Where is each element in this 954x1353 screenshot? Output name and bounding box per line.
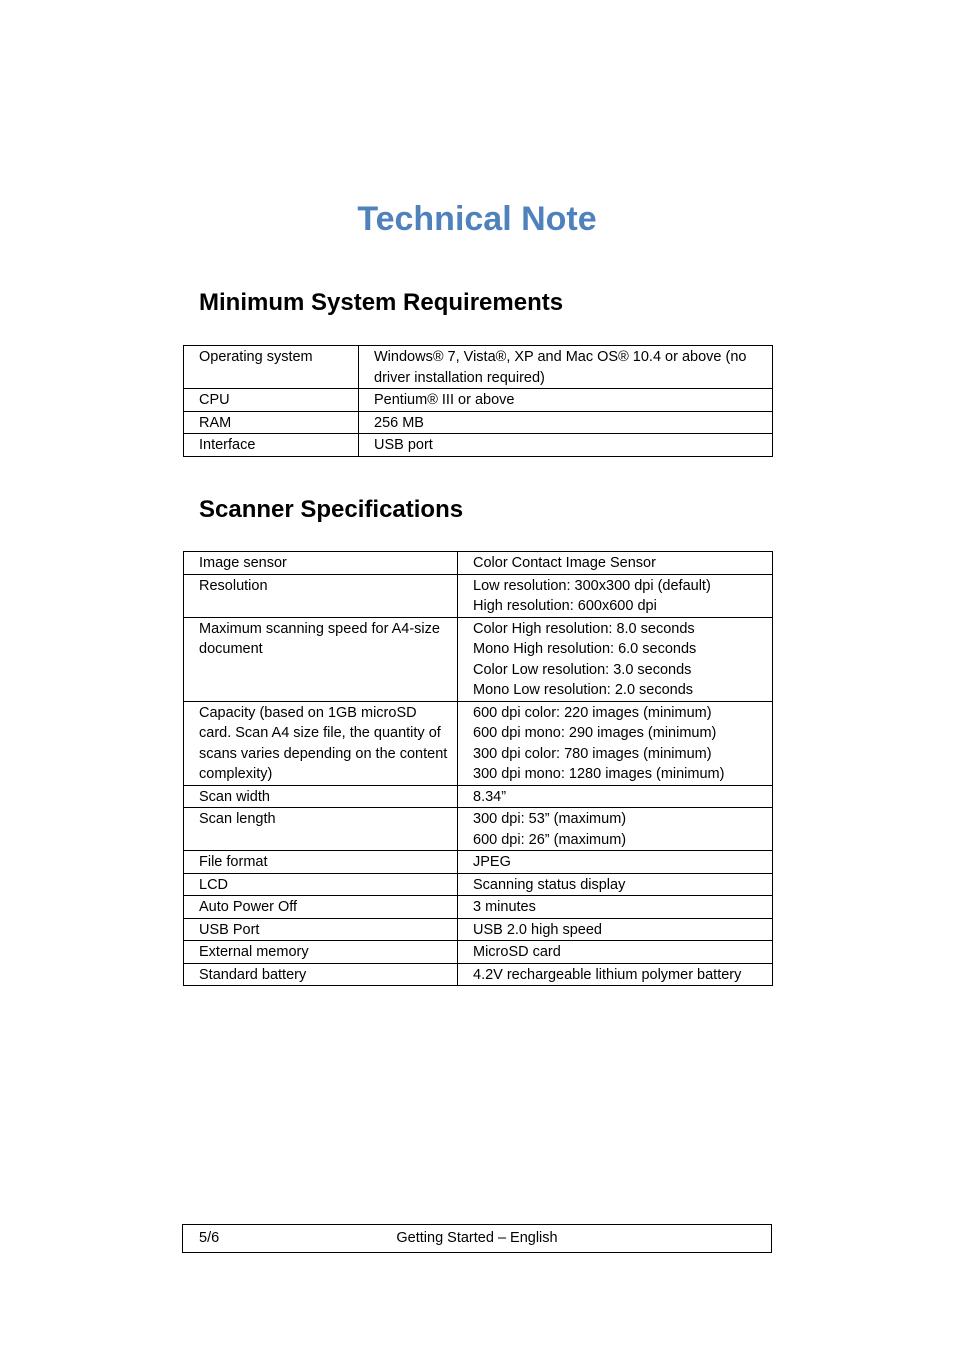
table-row bbox=[184, 552, 773, 575]
table-row bbox=[184, 918, 773, 941]
scanner-specifications-table bbox=[183, 551, 773, 986]
spec-label-cell bbox=[184, 808, 458, 851]
spec-label-cell bbox=[184, 411, 359, 434]
spec-label: Maximum scanning speed for A4-size document bbox=[199, 620, 440, 657]
spec-value: 600 dpi: 26” (maximum) bbox=[473, 831, 627, 848]
spec-label: External memory bbox=[199, 944, 309, 960]
spec-value: 600 dpi color: 220 images (minimum) bbox=[473, 704, 712, 721]
spec-label: File format bbox=[199, 854, 268, 870]
page-footer bbox=[182, 1224, 772, 1253]
spec-value: 8.34” bbox=[473, 788, 507, 805]
spec-value: Color Low resolution: 3.0 seconds bbox=[473, 661, 692, 678]
table-row bbox=[184, 963, 773, 986]
spec-label: Resolution bbox=[199, 577, 268, 594]
spec-value: Color Contact Image Sensor bbox=[473, 555, 656, 571]
spec-value-cell bbox=[458, 808, 773, 851]
spec-label-cell bbox=[184, 389, 359, 412]
spec-value: 300 dpi: 53” (maximum) bbox=[473, 811, 627, 827]
spec-value-cell bbox=[458, 963, 773, 986]
spec-value-cell bbox=[359, 346, 773, 389]
spec-value: USB port bbox=[374, 437, 433, 453]
spec-label: Image sensor bbox=[199, 555, 287, 571]
spec-value: Scanning status display bbox=[473, 876, 626, 893]
spec-label-cell bbox=[184, 617, 458, 701]
spec-value-cell bbox=[359, 389, 773, 412]
spec-value: Mono High resolution: 6.0 seconds bbox=[473, 641, 697, 657]
table-row bbox=[184, 389, 773, 412]
spec-label-cell bbox=[184, 941, 458, 964]
spec-value-cell bbox=[458, 552, 773, 575]
spec-label-cell bbox=[184, 873, 458, 896]
table-row bbox=[184, 574, 773, 617]
table-row bbox=[184, 873, 773, 896]
spec-value: Low resolution: 300x300 dpi (default) bbox=[473, 577, 711, 594]
spec-value: Pentium® III or above bbox=[374, 392, 515, 408]
table-row bbox=[184, 785, 773, 808]
spec-label: Scan width bbox=[199, 788, 270, 805]
spec-value-cell bbox=[458, 918, 773, 941]
spec-label-cell bbox=[184, 552, 458, 575]
spec-label: Capacity (based on 1GB microSD card. Scan A4 size file, the quantity of scans varies depending on the content complexity) bbox=[199, 704, 448, 782]
spec-value: JPEG bbox=[473, 854, 511, 870]
table-row bbox=[184, 851, 773, 874]
spec-value-cell bbox=[458, 851, 773, 874]
spec-label-cell bbox=[184, 896, 458, 919]
spec-value-cell bbox=[359, 411, 773, 434]
spec-label: CPU bbox=[199, 392, 230, 408]
table-row bbox=[184, 411, 773, 434]
spec-label-cell bbox=[184, 701, 458, 785]
spec-value: 256 MB bbox=[374, 414, 424, 431]
spec-value-cell bbox=[458, 785, 773, 808]
spec-value-cell bbox=[458, 873, 773, 896]
spec-value-cell bbox=[458, 574, 773, 617]
page-number: 5/6 bbox=[199, 1230, 220, 1246]
spec-value: MicroSD card bbox=[473, 944, 561, 960]
spec-value: Windows® 7, Vista®, XP and Mac OS® 10.4 or above (no driver installation required) bbox=[374, 349, 747, 386]
page-title: Technical Note bbox=[357, 200, 597, 238]
scanner-specifications-heading: Scanner Specifications bbox=[199, 496, 464, 523]
spec-label-cell bbox=[184, 851, 458, 874]
table-row bbox=[184, 617, 773, 701]
spec-label: Operating system bbox=[199, 349, 313, 365]
spec-label: LCD bbox=[199, 876, 229, 893]
spec-value-cell bbox=[359, 434, 773, 457]
spec-label: Auto Power Off bbox=[199, 899, 298, 915]
spec-label-cell bbox=[184, 785, 458, 808]
spec-value-cell bbox=[458, 941, 773, 964]
spec-label-cell bbox=[184, 918, 458, 941]
spec-label: Standard battery bbox=[199, 966, 307, 983]
system-requirements-heading: Minimum System Requirements bbox=[199, 289, 564, 316]
spec-value-cell bbox=[458, 896, 773, 919]
spec-value: High resolution: 600x600 dpi bbox=[473, 598, 657, 614]
table-row bbox=[184, 896, 773, 919]
spec-label: Scan length bbox=[199, 811, 276, 827]
spec-value: 300 dpi mono: 1280 images (minimum) bbox=[473, 766, 725, 782]
spec-value: 600 dpi mono: 290 images (minimum) bbox=[473, 725, 717, 741]
spec-value-cell bbox=[458, 701, 773, 785]
spec-value: 4.2V rechargeable lithium polymer battery bbox=[473, 966, 742, 983]
spec-value: USB 2.0 high speed bbox=[473, 921, 602, 938]
spec-label-cell bbox=[184, 963, 458, 986]
table-row bbox=[184, 808, 773, 851]
footer-text: Getting Started – English bbox=[396, 1230, 558, 1246]
spec-value: Mono Low resolution: 2.0 seconds bbox=[473, 682, 694, 698]
system-requirements-table bbox=[183, 345, 773, 457]
spec-value: 300 dpi color: 780 images (minimum) bbox=[473, 745, 712, 762]
spec-value-cell bbox=[458, 617, 773, 701]
table-row bbox=[184, 941, 773, 964]
spec-label-cell bbox=[184, 346, 359, 389]
spec-value: 3 minutes bbox=[473, 899, 536, 915]
spec-value: Color High resolution: 8.0 seconds bbox=[473, 620, 695, 637]
table-row bbox=[184, 346, 773, 389]
spec-label: USB Port bbox=[199, 921, 260, 938]
table-row bbox=[184, 434, 773, 457]
spec-label-cell bbox=[184, 574, 458, 617]
spec-label: RAM bbox=[199, 414, 232, 431]
table-row bbox=[184, 701, 773, 785]
spec-label-cell bbox=[184, 434, 359, 457]
spec-label: Interface bbox=[199, 437, 256, 453]
